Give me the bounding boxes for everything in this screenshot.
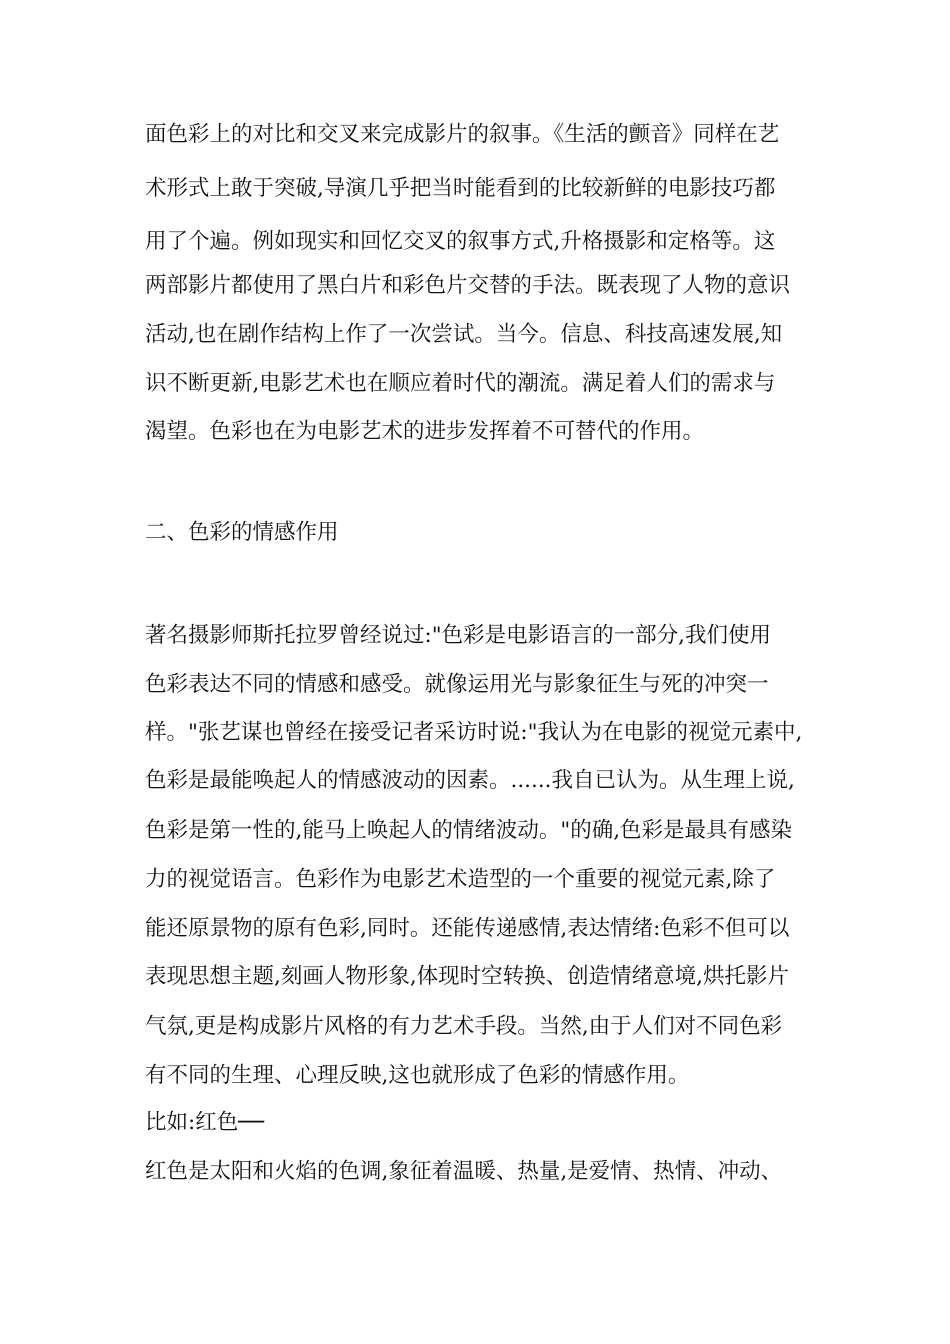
paragraph-2-line-1: 著名摄影师斯托拉罗曾经说过:"色彩是电影语言的一部分,我们使用 bbox=[145, 623, 771, 648]
paragraph-2-line-2: 色彩表达不同的情感和感受。就像运用光与影象征生与死的冲突一 bbox=[145, 672, 769, 697]
paragraph-1-line-2: 术形式上敢于突破,导演几乎把当时能看到的比较新鲜的电影技巧都 bbox=[145, 176, 776, 201]
paragraph-1-line-7: 渴望。色彩也在为电影艺术的进步发挥着不可替代的作用。 bbox=[145, 419, 705, 444]
paragraph-1-line-1: 面色彩上的对比和交叉来完成影片的叙事。《生活的颤音》同样在艺 bbox=[145, 122, 780, 147]
paragraph-2-line-10: 有不同的生理、心理反映,这也就形成了色彩的情感作用。 bbox=[145, 1063, 690, 1088]
paragraph-1-line-6: 识不断更新,电影艺术也在顺应着时代的潮流。满足着人们的需求与 bbox=[145, 371, 776, 396]
paragraph-2-line-7: 能还原景物的原有色彩,同时。还能传递感情,表达情绪:色彩不但可以 bbox=[145, 916, 790, 941]
example-label: 比如:红色── bbox=[145, 1110, 265, 1135]
paragraph-3-line-1: 红色是太阳和火焰的色调,象征着温暖、热量,是爱情、热情、冲动、 bbox=[145, 1159, 783, 1184]
paragraph-2-line-3: 样。"张艺谋也曾经在接受记者采访时说:"我认为在电影的视觉元素中, bbox=[145, 720, 803, 745]
paragraph-1-line-5: 活动,也在剧作结构上作了一次尝试。当今。信息、科技高速发展,知 bbox=[145, 322, 783, 347]
paragraph-2-line-9: 气氛,更是构成影片风格的有力艺术手段。当然,由于人们对不同色彩 bbox=[145, 1014, 783, 1039]
paragraph-1-line-3: 用了个遍。例如现实和回忆交叉的叙事方式,升格摄影和定格等。这 bbox=[145, 229, 776, 254]
paragraph-2-line-4: 色彩是最能唤起人的情感波动的因素。......我自已认为。从生理上说, bbox=[145, 768, 795, 793]
paragraph-2-line-8: 表现思想主题,刻画人物形象,体现时空转换、创造情绪意境,烘托影片 bbox=[145, 964, 790, 989]
section-heading: 二、色彩的情感作用 bbox=[145, 520, 339, 545]
paragraph-2-line-6: 力的视觉语言。色彩作为电影艺术造型的一个重要的视觉元素,除了 bbox=[145, 867, 776, 892]
paragraph-2-line-5: 色彩是第一性的,能马上唤起人的情绪波动。"的确,色彩是最具有感染 bbox=[145, 818, 793, 843]
paragraph-1-line-4: 两部影片都使用了黑白片和彩色片交替的手法。既表现了人物的意识 bbox=[145, 273, 791, 298]
